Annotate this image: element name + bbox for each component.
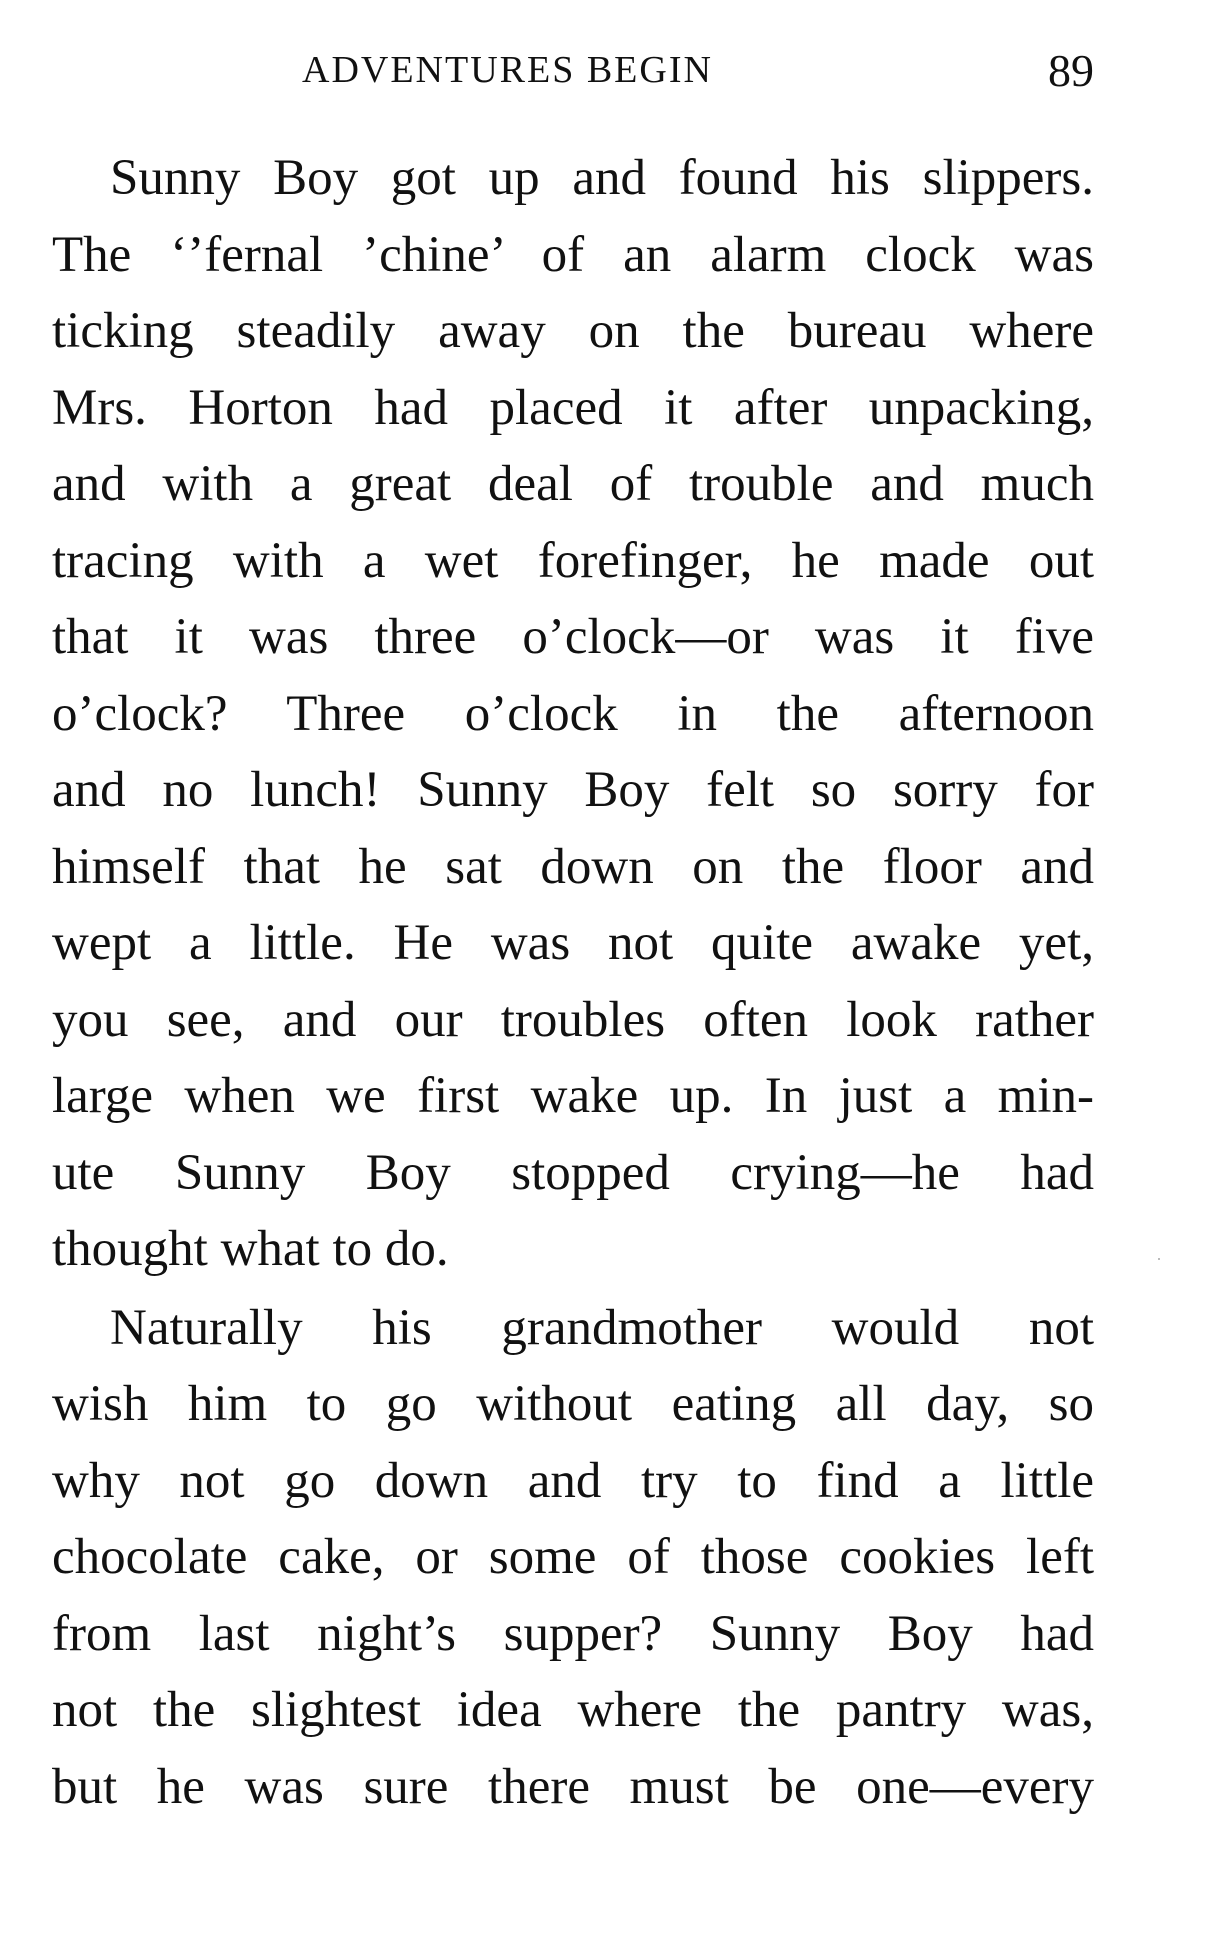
text-line: Sunny Boy got up and found his slippers. xyxy=(110,150,1094,206)
running-head xyxy=(52,45,1094,108)
text-line: but he was sure there must be one—every xyxy=(52,1758,1094,1815)
text-line: wish him to go without eating all day, so xyxy=(52,1376,1094,1432)
text-line: chocolate cake, or some of those cookies left xyxy=(52,1529,1094,1585)
text-line: you see, and our troubles often look rather xyxy=(52,991,1094,1048)
text-line: large when we first wake up. In just a min- xyxy=(52,1068,1094,1124)
text-line: wept a little. He was not quite awake yet, xyxy=(52,915,1094,971)
text-line: tracing with a wet forefinger, he made out xyxy=(52,532,1094,589)
text-line: why not go down and try to find a little xyxy=(52,1452,1094,1509)
page-number: 89 xyxy=(1048,45,1094,96)
text-line: Mrs. Horton had placed it after unpacking, xyxy=(52,379,1094,436)
text-line: and with a great deal of trouble and much xyxy=(52,456,1094,512)
text-line: and no lunch! Sunny Boy felt so sorry for xyxy=(52,762,1094,818)
text-line: ute Sunny Boy stopped crying—he had xyxy=(52,1144,1094,1201)
paragraph-2 xyxy=(52,1290,1094,1826)
text-line: that it was three o’clock—or was it five xyxy=(52,609,1094,665)
text-line: from last night’s supper? Sunny Boy had xyxy=(52,1605,1094,1662)
text-line: himself that he sat down on the floor and xyxy=(52,838,1094,895)
chapter-title: ADVENTURES BEGIN xyxy=(302,49,713,91)
text-line: ticking steadily away on the bureau where xyxy=(52,303,1094,359)
paragraph-1 xyxy=(52,140,1094,1288)
text-line: o’clock? Three o’clock in the afternoon xyxy=(52,685,1094,742)
text-line: Naturally his grandmother would not xyxy=(110,1299,1094,1356)
body-text xyxy=(52,140,1094,1825)
text-line: not the slightest idea where the pantry was, xyxy=(52,1682,1094,1738)
text-line: The ‘’fernal ’chine’ of an alarm clock was xyxy=(52,226,1094,283)
scan-speck xyxy=(1158,1258,1160,1260)
text-line: thought what to do. xyxy=(52,1221,449,1277)
